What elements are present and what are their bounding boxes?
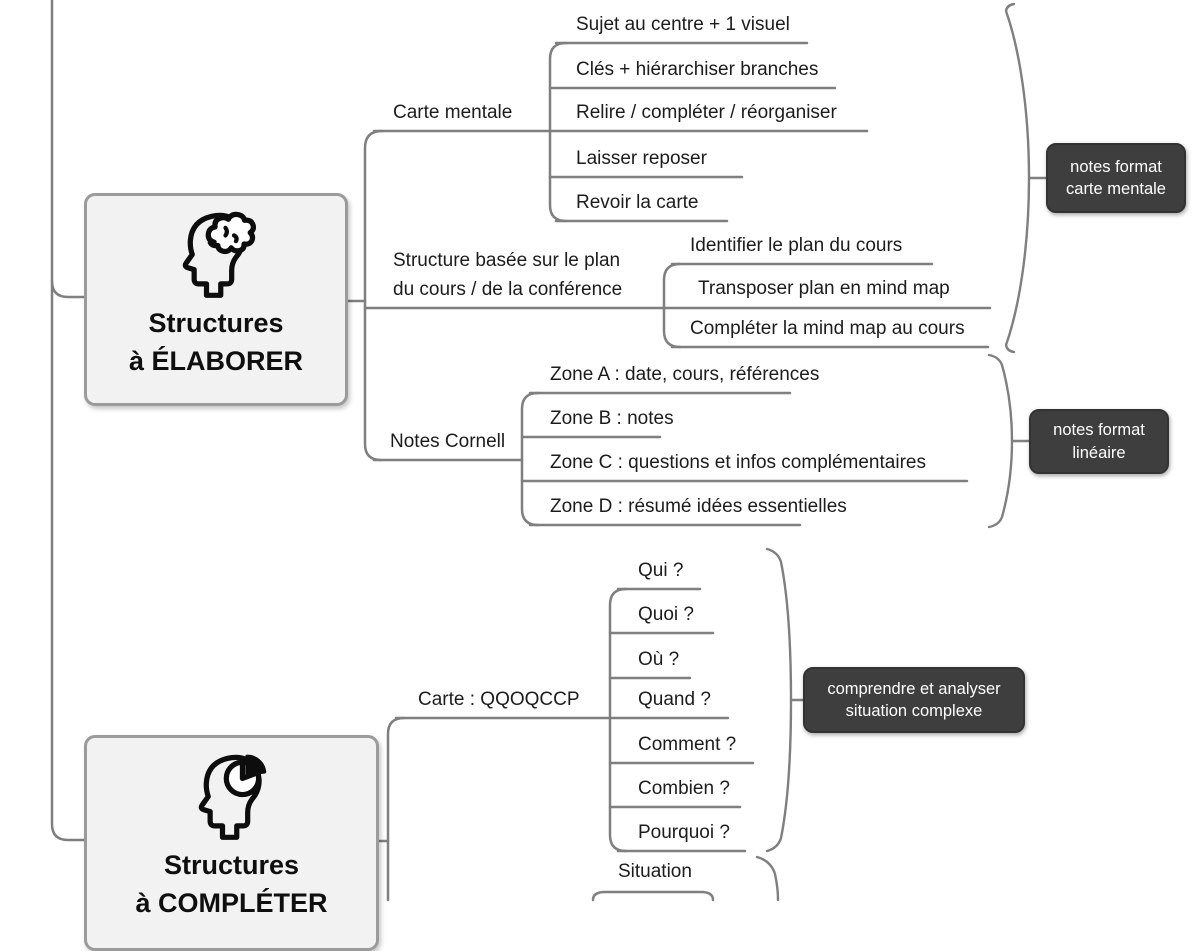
topic-notes-cornell[interactable]: Notes Cornell	[390, 431, 506, 452]
situation-child-top	[593, 892, 713, 900]
topic-transposer-plan[interactable]: Transposer plan en mind map	[698, 278, 950, 299]
qq-child-spine	[610, 589, 626, 851]
callout-comprendre-analyser[interactable]: comprendre et analyser situation complexe	[803, 667, 1025, 733]
topic-laisser-reposer[interactable]: Laisser reposer	[576, 148, 707, 169]
topic-quoi[interactable]: Quoi ?	[638, 604, 694, 625]
topic-carte-mentale[interactable]: Carte mentale	[393, 102, 513, 123]
topic-zone-d[interactable]: Zone D : résumé idées essentielles	[550, 496, 847, 517]
sp-child-spine	[664, 264, 680, 347]
topic-situation[interactable]: Situation	[618, 861, 692, 882]
topic-identifier-plan[interactable]: Identifier le plan du cours	[690, 235, 903, 256]
brace-carte-mentale	[1006, 4, 1029, 352]
topic-zone-c[interactable]: Zone C : questions et infos complémentaires	[550, 452, 926, 473]
topic-pourquoi[interactable]: Pourquoi ?	[638, 822, 730, 843]
topic-zone-b[interactable]: Zone B : notes	[550, 408, 674, 429]
brace-situation-partial	[757, 857, 778, 900]
topic-zone-a[interactable]: Zone A : date, cours, références	[550, 364, 820, 385]
elaborer-spine	[365, 131, 382, 460]
topic-carte-qqoqccp[interactable]: Carte : QQOQCCP	[418, 689, 580, 710]
callout-notes-format-carte-mentale[interactable]: notes format carte mentale	[1046, 143, 1186, 213]
topic-completer-mindmap[interactable]: Compléter la mind map au cours	[690, 318, 965, 339]
node-structures-a-elaborer[interactable]	[84, 193, 348, 406]
topic-quand[interactable]: Quand ?	[638, 689, 711, 710]
node-title: Structures à ÉLABORER	[128, 308, 304, 376]
topic-qui[interactable]: Qui ?	[638, 560, 684, 581]
callout-notes-format-lineaire[interactable]: notes format linéaire	[1029, 409, 1169, 474]
node-structures-a-completer[interactable]	[84, 735, 379, 951]
head-brain-icon	[169, 206, 264, 301]
topic-cles-hierarchiser[interactable]: Clés + hiérarchiser branches	[576, 59, 819, 80]
brace-complexe	[767, 549, 791, 851]
topic-revoir-la-carte[interactable]: Revoir la carte	[576, 192, 699, 213]
topic-structure-plan[interactable]: Structure basée sur le plan du cours / de la conférence	[393, 250, 623, 300]
brace-lineaire	[989, 355, 1012, 527]
head-pie-icon	[184, 748, 279, 843]
topic-relire-completer[interactable]: Relire / compléter / réorganiser	[576, 102, 837, 123]
trunk-fork-elaborer	[52, 281, 84, 297]
topic-sujet-au-centre[interactable]: Sujet au centre + 1 visuel	[576, 14, 790, 35]
topic-ou[interactable]: Où ?	[638, 649, 680, 670]
completer-spine	[388, 718, 404, 900]
topic-combien[interactable]: Combien ?	[638, 778, 730, 799]
topic-comment[interactable]: Comment ?	[638, 734, 737, 755]
node-title: Structures à COMPLÉTER	[135, 850, 328, 918]
nc-child-spine	[522, 393, 538, 525]
trunk-line	[52, 0, 84, 840]
